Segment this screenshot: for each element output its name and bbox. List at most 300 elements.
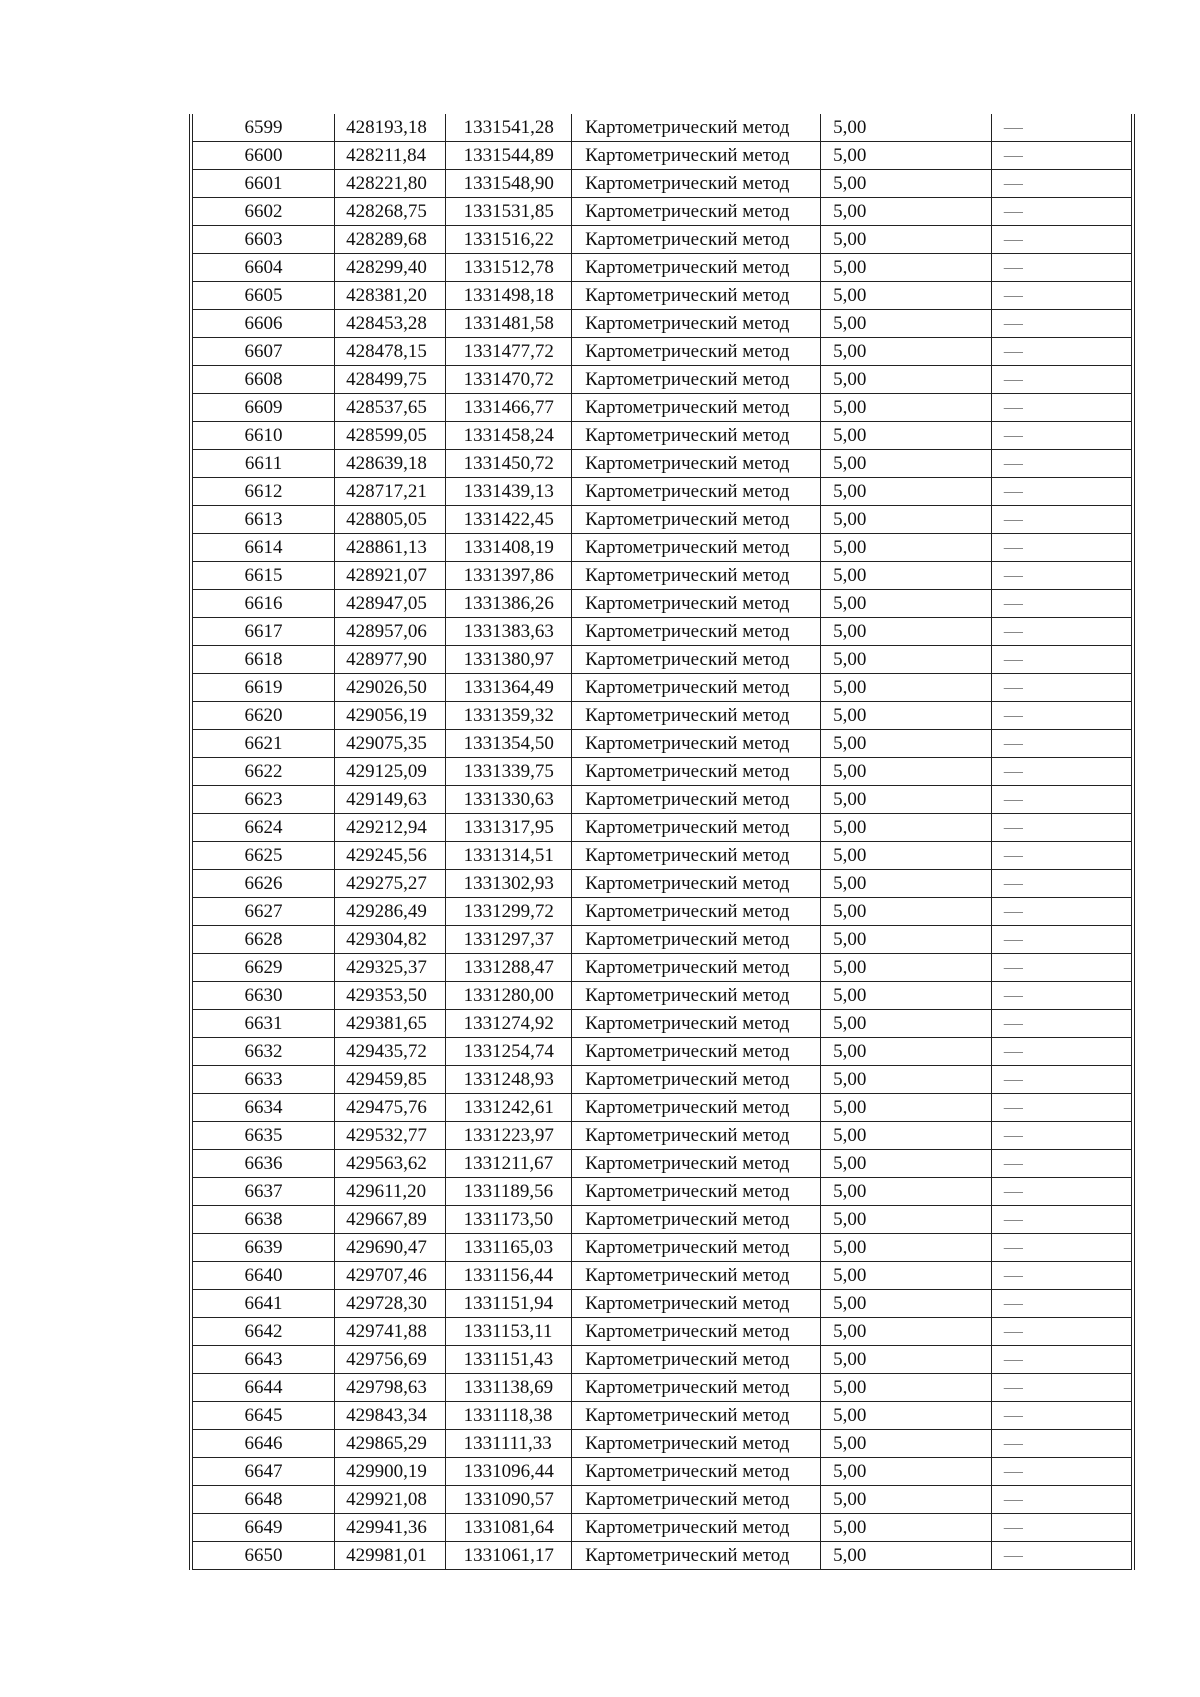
accuracy-cell: 5,00 — [821, 1066, 992, 1094]
point-number-cell: 6616 — [191, 590, 335, 618]
method-cell: Картометрический метод — [572, 394, 821, 422]
x-coordinate-cell: 429798,63 — [335, 1374, 445, 1402]
method-cell: Картометрический метод — [572, 1010, 821, 1038]
point-number-cell: 6637 — [191, 1178, 335, 1206]
point-number-cell: 6614 — [191, 534, 335, 562]
note-cell: — — [991, 366, 1133, 394]
x-coordinate-cell: 429728,30 — [335, 1290, 445, 1318]
method-cell: Картометрический метод — [572, 898, 821, 926]
x-coordinate-cell: 428537,65 — [335, 394, 445, 422]
note-cell: — — [991, 870, 1133, 898]
note-cell: — — [991, 758, 1133, 786]
note-cell: — — [991, 1262, 1133, 1290]
method-cell: Картометрический метод — [572, 450, 821, 478]
x-coordinate-cell: 429381,65 — [335, 1010, 445, 1038]
y-coordinate-cell: 1331138,69 — [445, 1374, 572, 1402]
table-row — [191, 282, 1133, 310]
x-coordinate-cell: 429304,82 — [335, 926, 445, 954]
note-cell: — — [991, 338, 1133, 366]
point-number-cell: 6606 — [191, 310, 335, 338]
point-number-cell: 6603 — [191, 226, 335, 254]
point-number-cell: 6622 — [191, 758, 335, 786]
note-cell: — — [991, 1402, 1133, 1430]
note-cell: — — [991, 254, 1133, 282]
point-number-cell: 6645 — [191, 1402, 335, 1430]
method-cell: Картометрический метод — [572, 590, 821, 618]
table-row — [191, 254, 1133, 282]
point-number-cell: 6649 — [191, 1514, 335, 1542]
point-number-cell: 6618 — [191, 646, 335, 674]
point-number-cell: 6626 — [191, 870, 335, 898]
table-row — [191, 870, 1133, 898]
y-coordinate-cell: 1331242,61 — [445, 1094, 572, 1122]
y-coordinate-cell: 1331314,51 — [445, 842, 572, 870]
method-cell: Картометрический метод — [572, 730, 821, 758]
note-cell: — — [991, 1150, 1133, 1178]
table-row — [191, 786, 1133, 814]
table-row — [191, 982, 1133, 1010]
table-row — [191, 814, 1133, 842]
method-cell: Картометрический метод — [572, 674, 821, 702]
note-cell: — — [991, 1206, 1133, 1234]
method-cell: Картометрический метод — [572, 982, 821, 1010]
method-cell: Картометрический метод — [572, 170, 821, 198]
method-cell: Картометрический метод — [572, 198, 821, 226]
note-cell: — — [991, 786, 1133, 814]
point-number-cell: 6617 — [191, 618, 335, 646]
method-cell: Картометрический метод — [572, 1234, 821, 1262]
x-coordinate-cell: 428221,80 — [335, 170, 445, 198]
table-row — [191, 1402, 1133, 1430]
note-cell: — — [991, 1346, 1133, 1374]
y-coordinate-cell: 1331330,63 — [445, 786, 572, 814]
y-coordinate-cell: 1331317,95 — [445, 814, 572, 842]
note-cell: — — [991, 198, 1133, 226]
accuracy-cell: 5,00 — [821, 1458, 992, 1486]
note-cell: — — [991, 478, 1133, 506]
x-coordinate-cell: 428453,28 — [335, 310, 445, 338]
table-row — [191, 590, 1133, 618]
y-coordinate-cell: 1331386,26 — [445, 590, 572, 618]
accuracy-cell: 5,00 — [821, 142, 992, 170]
point-number-cell: 6611 — [191, 450, 335, 478]
x-coordinate-cell: 428861,13 — [335, 534, 445, 562]
x-coordinate-cell: 429843,34 — [335, 1402, 445, 1430]
x-coordinate-cell: 429435,72 — [335, 1038, 445, 1066]
accuracy-cell: 5,00 — [821, 1234, 992, 1262]
table-row — [191, 702, 1133, 730]
accuracy-cell: 5,00 — [821, 1010, 992, 1038]
accuracy-cell: 5,00 — [821, 1038, 992, 1066]
x-coordinate-cell: 429475,76 — [335, 1094, 445, 1122]
note-cell: — — [991, 814, 1133, 842]
accuracy-cell: 5,00 — [821, 1122, 992, 1150]
accuracy-cell: 5,00 — [821, 618, 992, 646]
method-cell: Картометрический метод — [572, 870, 821, 898]
accuracy-cell: 5,00 — [821, 926, 992, 954]
accuracy-cell: 5,00 — [821, 226, 992, 254]
x-coordinate-cell: 429212,94 — [335, 814, 445, 842]
x-coordinate-cell: 429245,56 — [335, 842, 445, 870]
table-row — [191, 310, 1133, 338]
y-coordinate-cell: 1331189,56 — [445, 1178, 572, 1206]
accuracy-cell: 5,00 — [821, 506, 992, 534]
x-coordinate-cell: 428977,90 — [335, 646, 445, 674]
table-body — [191, 114, 1133, 1570]
method-cell: Картометрический метод — [572, 422, 821, 450]
y-coordinate-cell: 1331081,64 — [445, 1514, 572, 1542]
method-cell: Картометрический метод — [572, 702, 821, 730]
accuracy-cell: 5,00 — [821, 898, 992, 926]
table-row — [191, 674, 1133, 702]
method-cell: Картометрический метод — [572, 114, 821, 142]
y-coordinate-cell: 1331541,28 — [445, 114, 572, 142]
table-row — [191, 1374, 1133, 1402]
point-number-cell: 6619 — [191, 674, 335, 702]
note-cell: — — [991, 1542, 1133, 1570]
table-row — [191, 842, 1133, 870]
x-coordinate-cell: 429286,49 — [335, 898, 445, 926]
point-number-cell: 6633 — [191, 1066, 335, 1094]
accuracy-cell: 5,00 — [821, 478, 992, 506]
accuracy-cell: 5,00 — [821, 1290, 992, 1318]
x-coordinate-cell: 428599,05 — [335, 422, 445, 450]
method-cell: Картометрический метод — [572, 1374, 821, 1402]
y-coordinate-cell: 1331477,72 — [445, 338, 572, 366]
table-row — [191, 1290, 1133, 1318]
y-coordinate-cell: 1331512,78 — [445, 254, 572, 282]
y-coordinate-cell: 1331466,77 — [445, 394, 572, 422]
method-cell: Картометрический метод — [572, 1066, 821, 1094]
point-number-cell: 6635 — [191, 1122, 335, 1150]
point-number-cell: 6610 — [191, 422, 335, 450]
accuracy-cell: 5,00 — [821, 562, 992, 590]
point-number-cell: 6640 — [191, 1262, 335, 1290]
point-number-cell: 6636 — [191, 1150, 335, 1178]
table-row — [191, 758, 1133, 786]
note-cell: — — [991, 1038, 1133, 1066]
y-coordinate-cell: 1331481,58 — [445, 310, 572, 338]
x-coordinate-cell: 428639,18 — [335, 450, 445, 478]
point-number-cell: 6646 — [191, 1430, 335, 1458]
note-cell: — — [991, 310, 1133, 338]
y-coordinate-cell: 1331297,37 — [445, 926, 572, 954]
point-number-cell: 6605 — [191, 282, 335, 310]
point-number-cell: 6648 — [191, 1486, 335, 1514]
accuracy-cell: 5,00 — [821, 338, 992, 366]
method-cell: Картометрический метод — [572, 1206, 821, 1234]
point-number-cell: 6644 — [191, 1374, 335, 1402]
accuracy-cell: 5,00 — [821, 366, 992, 394]
method-cell: Картометрический метод — [572, 758, 821, 786]
table-row — [191, 394, 1133, 422]
table-row — [191, 1458, 1133, 1486]
y-coordinate-cell: 1331254,74 — [445, 1038, 572, 1066]
table-row — [191, 114, 1133, 142]
method-cell: Картометрический метод — [572, 1346, 821, 1374]
accuracy-cell: 5,00 — [821, 1514, 992, 1542]
table-row — [191, 1178, 1133, 1206]
table-row — [191, 618, 1133, 646]
x-coordinate-cell: 429075,35 — [335, 730, 445, 758]
method-cell: Картометрический метод — [572, 142, 821, 170]
method-cell: Картометрический метод — [572, 1402, 821, 1430]
y-coordinate-cell: 1331380,97 — [445, 646, 572, 674]
table-row — [191, 926, 1133, 954]
table-row — [191, 198, 1133, 226]
accuracy-cell: 5,00 — [821, 758, 992, 786]
accuracy-cell: 5,00 — [821, 814, 992, 842]
point-number-cell: 6629 — [191, 954, 335, 982]
table-row — [191, 1010, 1133, 1038]
note-cell: — — [991, 674, 1133, 702]
y-coordinate-cell: 1331173,50 — [445, 1206, 572, 1234]
accuracy-cell: 5,00 — [821, 590, 992, 618]
method-cell: Картометрический метод — [572, 786, 821, 814]
note-cell: — — [991, 226, 1133, 254]
table-row — [191, 422, 1133, 450]
x-coordinate-cell: 428211,84 — [335, 142, 445, 170]
table-row — [191, 646, 1133, 674]
note-cell: — — [991, 926, 1133, 954]
y-coordinate-cell: 1331531,85 — [445, 198, 572, 226]
point-number-cell: 6620 — [191, 702, 335, 730]
y-coordinate-cell: 1331165,03 — [445, 1234, 572, 1262]
point-number-cell: 6615 — [191, 562, 335, 590]
note-cell: — — [991, 730, 1133, 758]
note-cell: — — [991, 590, 1133, 618]
x-coordinate-cell: 428947,05 — [335, 590, 445, 618]
note-cell: — — [991, 842, 1133, 870]
point-number-cell: 6647 — [191, 1458, 335, 1486]
accuracy-cell: 5,00 — [821, 786, 992, 814]
x-coordinate-cell: 428717,21 — [335, 478, 445, 506]
y-coordinate-cell: 1331153,11 — [445, 1318, 572, 1346]
note-cell: — — [991, 562, 1133, 590]
table-row — [191, 366, 1133, 394]
table-row — [191, 1094, 1133, 1122]
point-number-cell: 6634 — [191, 1094, 335, 1122]
method-cell: Картометрический метод — [572, 1290, 821, 1318]
note-cell: — — [991, 618, 1133, 646]
method-cell: Картометрический метод — [572, 926, 821, 954]
accuracy-cell: 5,00 — [821, 1150, 992, 1178]
y-coordinate-cell: 1331274,92 — [445, 1010, 572, 1038]
method-cell: Картометрический метод — [572, 310, 821, 338]
method-cell: Картометрический метод — [572, 1038, 821, 1066]
y-coordinate-cell: 1331096,44 — [445, 1458, 572, 1486]
x-coordinate-cell: 429056,19 — [335, 702, 445, 730]
method-cell: Картометрический метод — [572, 478, 821, 506]
point-number-cell: 6643 — [191, 1346, 335, 1374]
x-coordinate-cell: 429690,47 — [335, 1234, 445, 1262]
point-number-cell: 6602 — [191, 198, 335, 226]
x-coordinate-cell: 429865,29 — [335, 1430, 445, 1458]
y-coordinate-cell: 1331299,72 — [445, 898, 572, 926]
table-row — [191, 170, 1133, 198]
note-cell: — — [991, 1458, 1133, 1486]
method-cell: Картометрический метод — [572, 1122, 821, 1150]
table-row — [191, 534, 1133, 562]
table-row — [191, 338, 1133, 366]
accuracy-cell: 5,00 — [821, 114, 992, 142]
point-number-cell: 6604 — [191, 254, 335, 282]
table-row — [191, 1122, 1133, 1150]
accuracy-cell: 5,00 — [821, 1318, 992, 1346]
x-coordinate-cell: 428499,75 — [335, 366, 445, 394]
point-number-cell: 6625 — [191, 842, 335, 870]
accuracy-cell: 5,00 — [821, 1178, 992, 1206]
table-row — [191, 142, 1133, 170]
y-coordinate-cell: 1331223,97 — [445, 1122, 572, 1150]
note-cell: — — [991, 1094, 1133, 1122]
method-cell: Картометрический метод — [572, 1514, 821, 1542]
note-cell: — — [991, 114, 1133, 142]
method-cell: Картометрический метод — [572, 1430, 821, 1458]
x-coordinate-cell: 429125,09 — [335, 758, 445, 786]
method-cell: Картометрический метод — [572, 226, 821, 254]
accuracy-cell: 5,00 — [821, 730, 992, 758]
point-number-cell: 6641 — [191, 1290, 335, 1318]
accuracy-cell: 5,00 — [821, 422, 992, 450]
method-cell: Картометрический метод — [572, 1178, 821, 1206]
point-number-cell: 6621 — [191, 730, 335, 758]
note-cell: — — [991, 1010, 1133, 1038]
y-coordinate-cell: 1331061,17 — [445, 1542, 572, 1570]
table-row — [191, 226, 1133, 254]
method-cell: Картометрический метод — [572, 254, 821, 282]
y-coordinate-cell: 1331422,45 — [445, 506, 572, 534]
accuracy-cell: 5,00 — [821, 198, 992, 226]
accuracy-cell: 5,00 — [821, 702, 992, 730]
point-number-cell: 6599 — [244, 117, 283, 138]
accuracy-cell: 5,00 — [821, 282, 992, 310]
y-coordinate-cell: 1331339,75 — [445, 758, 572, 786]
accuracy-cell: 5,00 — [821, 1346, 992, 1374]
x-coordinate-cell: 429900,19 — [335, 1458, 445, 1486]
method-cell: Картометрический метод — [572, 1542, 821, 1570]
accuracy-cell: 5,00 — [821, 1402, 992, 1430]
accuracy-cell: 5,00 — [821, 646, 992, 674]
note-cell: — — [991, 982, 1133, 1010]
accuracy-cell: 5,00 — [821, 1206, 992, 1234]
method-cell: Картометрический метод — [572, 618, 821, 646]
x-coordinate-cell: 429756,69 — [335, 1346, 445, 1374]
x-coordinate-cell: 428268,75 — [335, 198, 445, 226]
point-number-cell: 6650 — [191, 1542, 335, 1570]
table-row — [191, 1430, 1133, 1458]
point-number-cell: 6613 — [191, 506, 335, 534]
point-number-cell: 6639 — [191, 1234, 335, 1262]
note-cell: — — [991, 1122, 1133, 1150]
accuracy-cell: 5,00 — [821, 534, 992, 562]
x-coordinate-cell: 429981,01 — [335, 1542, 445, 1570]
y-coordinate-cell: 1331498,18 — [445, 282, 572, 310]
accuracy-cell: 5,00 — [821, 870, 992, 898]
table-row — [191, 1262, 1133, 1290]
y-coordinate-cell: 1331354,50 — [445, 730, 572, 758]
x-coordinate-cell: 428957,06 — [335, 618, 445, 646]
note-cell: — — [991, 534, 1133, 562]
note-cell: — — [991, 898, 1133, 926]
table-row — [191, 1150, 1133, 1178]
accuracy-cell: 5,00 — [821, 1262, 992, 1290]
y-coordinate-cell: 1331450,72 — [445, 450, 572, 478]
point-number-cell: 6601 — [191, 170, 335, 198]
note-cell: — — [991, 1066, 1133, 1094]
y-coordinate-cell: 1331397,86 — [445, 562, 572, 590]
point-number-cell: 6630 — [191, 982, 335, 1010]
x-coordinate-cell: 428289,68 — [335, 226, 445, 254]
x-coordinate-cell: 428299,40 — [335, 254, 445, 282]
note-cell: — — [991, 170, 1133, 198]
y-coordinate-cell: 1331151,94 — [445, 1290, 572, 1318]
method-cell: Картометрический метод — [572, 1150, 821, 1178]
x-coordinate-cell: 429353,50 — [335, 982, 445, 1010]
note-cell: — — [991, 142, 1133, 170]
point-number-cell: 6624 — [191, 814, 335, 842]
note-cell: — — [991, 1178, 1133, 1206]
accuracy-cell: 5,00 — [821, 1542, 992, 1570]
y-coordinate-cell: 1331439,13 — [445, 478, 572, 506]
method-cell: Картометрический метод — [572, 282, 821, 310]
method-cell: Картометрический метод — [572, 506, 821, 534]
y-coordinate-cell: 1331118,38 — [445, 1402, 572, 1430]
method-cell: Картометрический метод — [572, 1486, 821, 1514]
y-coordinate-cell: 1331359,32 — [445, 702, 572, 730]
table-row — [191, 954, 1133, 982]
y-coordinate-cell: 1331151,43 — [445, 1346, 572, 1374]
y-coordinate-cell: 1331280,00 — [445, 982, 572, 1010]
y-coordinate-cell: 1331302,93 — [445, 870, 572, 898]
note-cell: — — [991, 954, 1133, 982]
y-coordinate-cell: 1331516,22 — [445, 226, 572, 254]
x-coordinate-cell: 429667,89 — [335, 1206, 445, 1234]
y-coordinate-cell: 1331408,19 — [445, 534, 572, 562]
point-number-cell: 6638 — [191, 1206, 335, 1234]
point-number-cell: 6642 — [191, 1318, 335, 1346]
accuracy-cell: 5,00 — [821, 450, 992, 478]
method-cell: Картометрический метод — [572, 1094, 821, 1122]
method-cell: Картометрический метод — [572, 842, 821, 870]
coordinates-table — [189, 114, 1135, 1570]
y-coordinate-cell: 1331090,57 — [445, 1486, 572, 1514]
point-number-cell: 6600 — [191, 142, 335, 170]
note-cell: — — [991, 450, 1133, 478]
x-coordinate-cell: 429026,50 — [335, 674, 445, 702]
method-cell: Картометрический метод — [572, 562, 821, 590]
point-number-cell: 6612 — [191, 478, 335, 506]
table-row — [191, 1206, 1133, 1234]
method-cell: Картометрический метод — [572, 1262, 821, 1290]
y-coordinate-cell: 1331364,49 — [445, 674, 572, 702]
y-coordinate-cell: 1331111,33 — [445, 1430, 572, 1458]
table-row — [191, 1066, 1133, 1094]
method-cell: Картометрический метод — [572, 534, 821, 562]
note-cell: — — [991, 1514, 1133, 1542]
x-coordinate-cell: 428805,05 — [335, 506, 445, 534]
accuracy-cell: 5,00 — [821, 1094, 992, 1122]
accuracy-cell: 5,00 — [821, 1374, 992, 1402]
method-cell: Картометрический метод — [572, 954, 821, 982]
note-cell: — — [991, 646, 1133, 674]
method-cell: Картометрический метод — [572, 366, 821, 394]
y-coordinate-cell: 1331548,90 — [445, 170, 572, 198]
table-row — [191, 1486, 1133, 1514]
note-cell: — — [991, 282, 1133, 310]
point-number-cell: 6607 — [191, 338, 335, 366]
accuracy-cell: 5,00 — [821, 1430, 992, 1458]
